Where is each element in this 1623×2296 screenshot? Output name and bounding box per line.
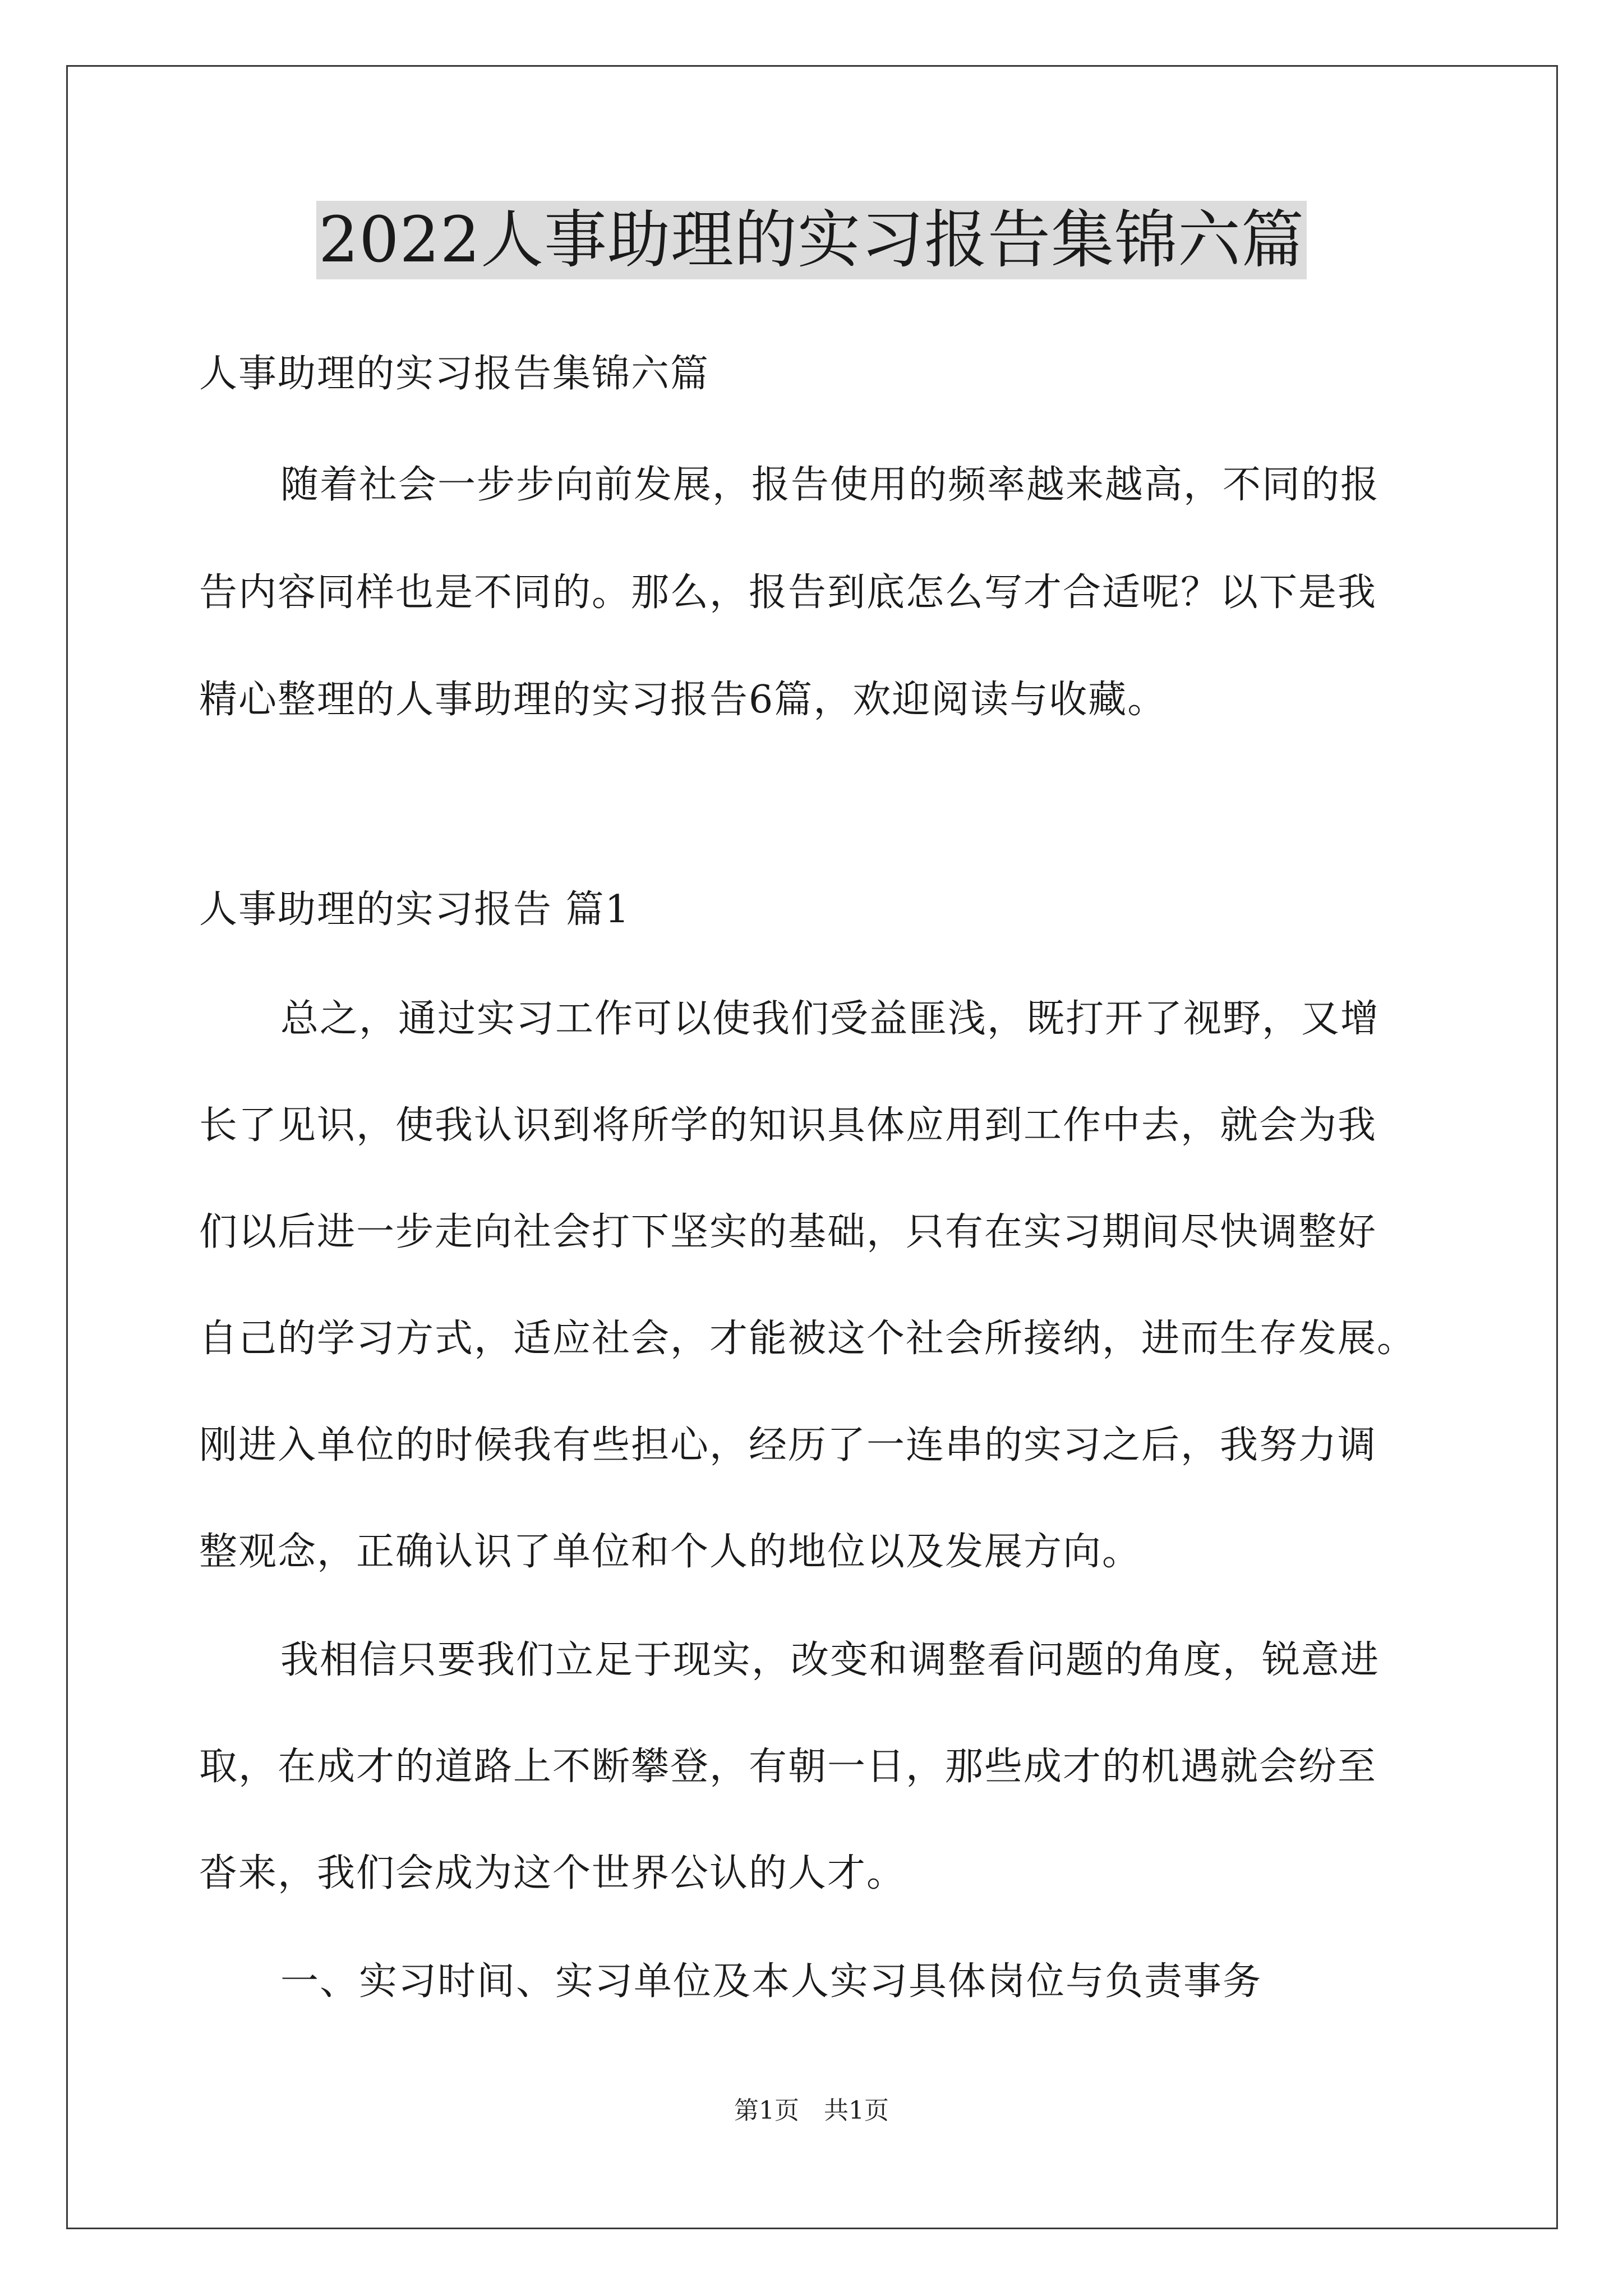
paragraph-line: 总之，通过实习工作可以使我们受益匪浅，既打开了视野，又增 — [280, 997, 1380, 1041]
item-heading: 一、实习时间、实习单位及本人实习具体岗位与负责事务 — [280, 1959, 1262, 2004]
paragraph-line: 自己的学习方式，适应社会，才能被这个社会所接纳，进而生存发展。 — [199, 1317, 1417, 1361]
paragraph-line: 长了见识，使我认识到将所学的知识具体应用到工作中去，就会为我 — [199, 1103, 1377, 1148]
paragraph-line: 刚进入单位的时候我有些担心，经历了一连串的实习之后，我努力调 — [199, 1423, 1377, 1467]
intro-line: 随着社会一步步向前发展，报告使用的频率越来越高，不同的报 — [280, 463, 1380, 507]
document-title: 2022人事助理的实习报告集锦六篇 — [316, 201, 1307, 279]
paragraph-line: 整观念，正确认识了单位和个人的地位以及发展方向。 — [199, 1530, 1142, 1574]
paragraph-line: 我相信只要我们立足于现实，改变和调整看问题的角度，锐意进 — [280, 1638, 1380, 1682]
paragraph-line: 沓来，我们会成为这个世界公认的人才。 — [199, 1851, 906, 1895]
intro-line: 精心整理的人事助理的实习报告6篇，欢迎阅读与收藏。 — [199, 678, 1167, 722]
intro-line: 告内容同样也是不同的。那么，报告到底怎么写才合适呢？以下是我 — [199, 570, 1377, 615]
paragraph-line: 取，在成才的道路上不断攀登，有朝一日，那些成才的机遇就会纷至 — [199, 1745, 1377, 1789]
document-subtitle: 人事助理的实习报告集锦六篇 — [199, 352, 710, 396]
page-footer: 第1页 共1页 — [734, 2096, 889, 2125]
section-heading: 人事助理的实习报告 篇1 — [199, 887, 630, 932]
title-container — [0, 201, 1623, 279]
paragraph-line: 们以后进一步走向社会打下坚实的基础，只有在实习期间尽快调整好 — [199, 1210, 1377, 1254]
